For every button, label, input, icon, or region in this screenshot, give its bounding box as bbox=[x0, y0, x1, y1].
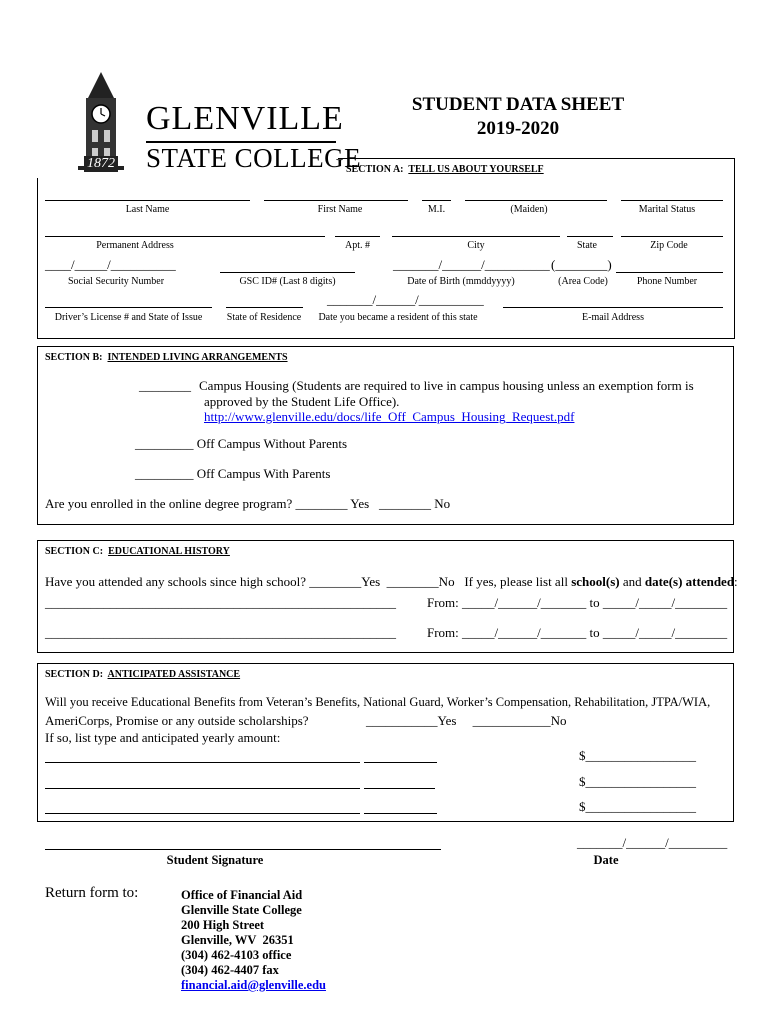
label-city: City bbox=[467, 240, 485, 251]
schools-question-part2: and bbox=[619, 574, 645, 589]
area-code-field[interactable]: (________) bbox=[551, 257, 612, 272]
campus-housing-blank[interactable]: ________ bbox=[139, 378, 191, 393]
label-mi: M.I. bbox=[427, 204, 446, 215]
benefit-type-1[interactable] bbox=[45, 762, 360, 763]
return-line-street: 200 High Street bbox=[181, 918, 265, 932]
schools-question-part1: Have you attended any schools since high school? ________Yes ________No If yes, please list all bbox=[45, 574, 572, 589]
online-degree-question[interactable]: Are you enrolled in the online degree program? ________ Yes ________ No bbox=[45, 496, 451, 511]
schools-question bbox=[45, 574, 738, 590]
benefit-detail-1[interactable] bbox=[364, 762, 437, 763]
benefit-detail-3[interactable] bbox=[364, 813, 437, 814]
section-b-prefix: SECTION B: bbox=[45, 352, 103, 363]
date-label: Date bbox=[593, 853, 619, 867]
benefit-amount-2[interactable]: $_________________ bbox=[579, 774, 696, 789]
return-address bbox=[181, 888, 326, 993]
benefit-detail-2[interactable] bbox=[364, 788, 435, 789]
housing-request-link-text[interactable]: http://www.glenville.edu/docs/life_Off_Campus_Housing_Request.pdf bbox=[204, 409, 575, 424]
page-title: STUDENT DATA SHEET bbox=[411, 94, 625, 115]
section-c-heading: EDUCATIONAL HISTORY bbox=[108, 546, 230, 557]
schools-question-bold1: school(s) bbox=[571, 574, 620, 589]
off-campus-without-parents[interactable]: _________ Off Campus Without Parents bbox=[135, 436, 348, 451]
label-first-name: First Name bbox=[317, 204, 363, 215]
return-label: Return form to: bbox=[45, 885, 139, 901]
label-ssn: Social Security Number bbox=[67, 276, 165, 287]
return-line-college: Glenville State College bbox=[181, 903, 302, 917]
return-line-phone: (304) 462-4103 office bbox=[181, 948, 292, 962]
apt-field[interactable] bbox=[335, 236, 380, 237]
school-line-1[interactable]: ______________________________________________________ bbox=[45, 595, 396, 610]
section-a-title bbox=[346, 164, 544, 175]
section-c-title bbox=[45, 546, 230, 557]
section-a-top-rule bbox=[338, 158, 734, 159]
benefit-type-2[interactable] bbox=[45, 788, 360, 789]
school-dates-1[interactable]: From: _____/______/_______ to _____/_____/________ bbox=[427, 595, 728, 610]
signature-field[interactable] bbox=[45, 849, 441, 850]
section-c-prefix: SECTION C: bbox=[45, 546, 104, 557]
logo-line2: STATE COLLEGE bbox=[146, 143, 362, 173]
return-line-office: Office of Financial Aid bbox=[181, 888, 303, 902]
signature-date-field[interactable]: _______/______/_________ bbox=[577, 835, 728, 850]
last-name-field[interactable] bbox=[45, 200, 250, 201]
address-field[interactable] bbox=[45, 236, 325, 237]
drivers-license-field[interactable] bbox=[45, 307, 212, 308]
return-line-fax: (304) 462-4407 fax bbox=[181, 963, 279, 977]
housing-request-link[interactable] bbox=[204, 409, 574, 425]
label-email: E-mail Address bbox=[582, 312, 644, 323]
logo-line1: GLENVILLE bbox=[146, 100, 344, 137]
maiden-field[interactable] bbox=[465, 200, 607, 201]
label-residence-date: Date you became a resident of this state bbox=[318, 312, 478, 323]
dob-field[interactable]: _______/______/__________ bbox=[393, 257, 550, 272]
gsc-id-field[interactable] bbox=[220, 272, 355, 273]
label-zip: Zip Code bbox=[650, 240, 688, 251]
label-area-code: (Area Code) bbox=[558, 276, 608, 287]
label-state: State bbox=[577, 240, 597, 251]
page-year: 2019-2020 bbox=[476, 118, 560, 139]
label-address: Permanent Address bbox=[96, 240, 174, 251]
label-marital-status: Marital Status bbox=[638, 204, 696, 215]
label-last-name: Last Name bbox=[125, 204, 170, 215]
first-name-field[interactable] bbox=[264, 200, 408, 201]
benefit-amount-1[interactable]: $_________________ bbox=[579, 748, 696, 763]
email-field[interactable] bbox=[503, 307, 723, 308]
benefits-question-line1: Will you receive Educational Benefits from Veteran’s Benefits, National Guard, Worker’s Compensation, Rehabilitation, JTPA/WIA, bbox=[45, 695, 711, 709]
schools-question-end: : bbox=[734, 574, 738, 589]
section-a-left-rule bbox=[37, 178, 38, 338]
school-line-2[interactable]: ______________________________________________________ bbox=[45, 625, 396, 640]
section-d-prefix: SECTION D: bbox=[45, 669, 104, 680]
label-drivers-license: Driver’s License # and State of Issue bbox=[54, 312, 203, 323]
zip-field[interactable] bbox=[621, 236, 723, 237]
ssn-field[interactable]: ____/_____/__________ bbox=[45, 257, 176, 272]
benefits-list-prompt: If so, list type and anticipated yearly amount: bbox=[45, 730, 281, 745]
school-dates-2[interactable]: From: _____/______/_______ to _____/_____/________ bbox=[427, 625, 728, 640]
off-campus-with-parents[interactable]: _________ Off Campus With Parents bbox=[135, 466, 331, 481]
return-email-link[interactable]: financial.aid@glenville.edu bbox=[181, 978, 326, 992]
section-d-title bbox=[45, 669, 240, 680]
benefits-question-line2: AmeriCorps, Promise or any outside scholarships? bbox=[45, 713, 309, 728]
marital-status-field[interactable] bbox=[621, 200, 723, 201]
benefits-yes-no[interactable]: ___________Yes ____________No bbox=[366, 713, 567, 728]
benefit-type-3[interactable] bbox=[45, 813, 360, 814]
campus-housing-text1: Campus Housing (Students are required to live in campus housing unless an exemption form is bbox=[199, 378, 694, 393]
schools-question-bold2: date(s) attended bbox=[644, 574, 735, 589]
label-phone: Phone Number bbox=[636, 276, 698, 287]
city-field[interactable] bbox=[392, 236, 560, 237]
benefit-amount-3[interactable]: $_________________ bbox=[579, 799, 696, 814]
label-maiden: (Maiden) bbox=[510, 204, 548, 215]
label-state-residence: State of Residence bbox=[226, 312, 302, 323]
logo-year: 1872 bbox=[84, 156, 118, 172]
return-line-city: Glenville, WV 26351 bbox=[181, 933, 294, 947]
phone-field[interactable] bbox=[616, 272, 723, 273]
campus-housing-text2: approved by the Student Life Office). bbox=[204, 394, 400, 409]
state-residence-field[interactable] bbox=[226, 307, 303, 308]
section-b-title bbox=[45, 352, 288, 363]
label-dob: Date of Birth (mmddyyyy) bbox=[407, 276, 515, 287]
section-b-heading: INTENDED LIVING ARRANGEMENTS bbox=[107, 352, 288, 363]
label-apt: Apt. # bbox=[345, 240, 370, 251]
section-d-heading: ANTICIPATED ASSISTANCE bbox=[107, 669, 241, 680]
state-field[interactable] bbox=[567, 236, 613, 237]
section-a-prefix: SECTION A: bbox=[346, 164, 404, 175]
label-gsc-id: GSC ID# (Last 8 digits) bbox=[239, 276, 336, 287]
residence-date-field[interactable]: _______/______/__________ bbox=[327, 292, 484, 307]
mi-field[interactable] bbox=[422, 200, 451, 201]
section-a-heading: TELL US ABOUT YOURSELF bbox=[408, 164, 544, 175]
signature-label: Student Signature bbox=[166, 853, 264, 867]
